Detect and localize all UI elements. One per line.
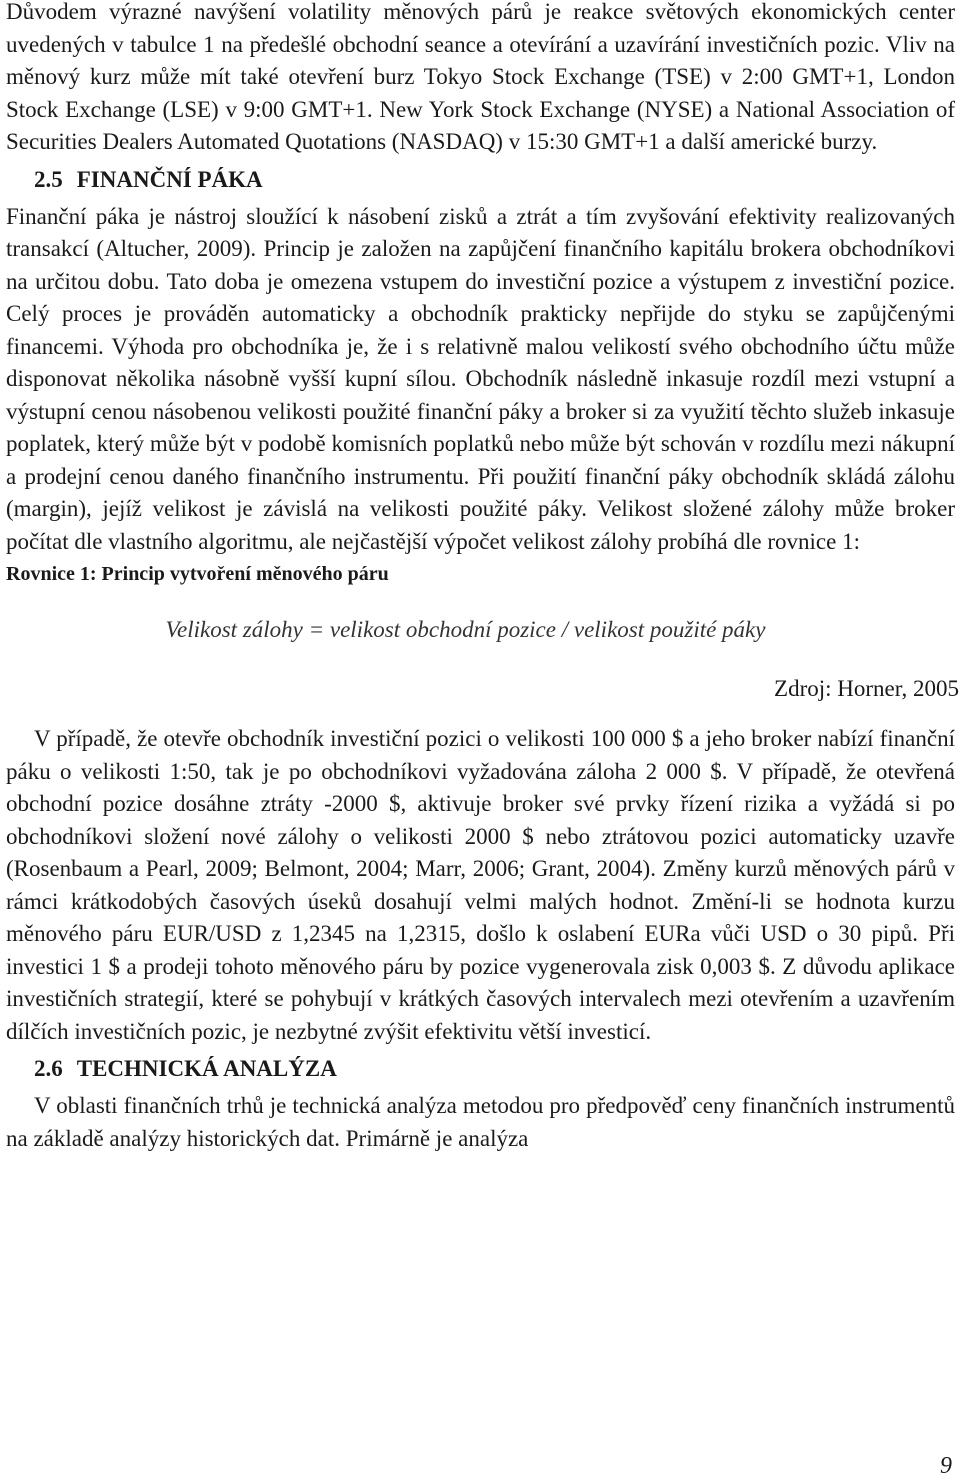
equation-label: Rovnice 1: Princip vytvoření měnového páru [6, 563, 389, 585]
section-title: TECHNICKÁ ANALÝZA [76, 1056, 337, 1081]
section-number: 2.6 [34, 1056, 63, 1081]
paragraph-leverage: Finanční páka je nástroj sloužící k násobení zisků a ztrát a tím zvyšování efektivity realizovaných transakcí (Altucher, 2009). Princip je založen na zapůjčení finančního kapitálu brokera obchodníkovi na určitou dobu. Tato doba je omezena vstupem do investiční pozice a výstupem z investiční pozice. Celý proces je prováděn automaticky a obchodník prakticky nepřijde do styku se zapůjčenými financemi. Výhoda pro obchodníka je, že i s relativně malou velikostí svého obchodního účtu může disponovat několika násobně vyšší kupní sílou. Obchodník následně inkasuje rozdíl mezi vstupní a výstupní cenou násobenou velikosti použité finanční páky a broker si za využití těchto služeb inkasuje poplatek, který může být v podobě komisních poplatků nebo může být schován v rozdílu mezi nákupní a prodejní cenou daného finančního instrumentu. Při použití finanční páky obchodník skládá zálohu (margin), jejíž velikost je závislá na velikosti použité páky. Velikost složené zálohy může broker počítat dle vlastního algoritmu, ale nejčastější výpočet velikost zálohy probíhá dle rovnice 1: [6, 203, 955, 554]
paragraph-tech-analysis: V oblasti finančních trhů je technická analýza metodou pro předpověď ceny finančních instrumentů na základě analýzy historických dat. Primárně je analýza [6, 1093, 955, 1151]
equation-source: Zdroj: Horner, 2005 [774, 675, 959, 701]
paragraph-intro: Důvodem výrazné navýšení volatility měnových párů je reakce světových ekonomických center uvedených v tabulce 1 na předešlé obchodní seance a otevírání a uzavírání investičních pozic. Vliv na měnový kurz může mít také otevření burz Tokyo Stock Exchange (TSE) v 2:00 GMT+1, London Stock Exchange (LSE) v 9:00 GMT+1. New York Stock Exchange (NYSE) a National Association of Securities Dealers Automated Quotations (NASDAQ) v 15:30 GMT+1 a další americké burzy. [6, 0, 955, 154]
page-number: 9 [940, 1453, 952, 1479]
section-heading-tech [6, 1048, 955, 1090]
paragraph-example: V případě, že otevře obchodník investiční pozici o velikosti 100 000 $ a jeho broker nabízí finanční páku o velikosti 1:50, tak je po obchodníkovi vyžadována záloha 2 000 $. V případě, že otevřená obchodní pozice dosáhne ztráty -2000 $, aktivuje broker své prvky řízení rizika a vyžádá si po obchodníkovi složení nové zálohy o velikosti 2000 $ nebo ztrátovou pozici automaticky uzavře (Rosenbaum a Pearl, 2009; Belmont, 2004; Marr, 2006; Grant, 2004). Změny kurzů měnových párů v rámci krátkodobých časových úseků dosahují velmi malých hodnot. Změní-li se hodnota kurzu měnového páru EUR/USD z 1,2345 na 1,2315, došlo k oslabení EURa vůči USD o 30 pipů. Při investici 1 $ a prodeji tohoto měnového páru by pozice vygenerovala zisk 0,003 $. Z důvodu aplikace investičních strategií, které se pohybují v krátkých časových intervalech mezi otevřením a uzavřením dílčích investičních pozic, je nezbytné zvýšit efektivitu větší investicí. [6, 726, 955, 1044]
section-number: 2.5 [34, 166, 63, 192]
equation-formula: Velikost zálohy = velikost obchodní pozice / velikost použité páky [165, 617, 766, 642]
document-page [6, 0, 959, 1155]
section-title: FINANČNÍ PÁKA [76, 166, 263, 192]
section-heading-leverage [6, 159, 955, 201]
